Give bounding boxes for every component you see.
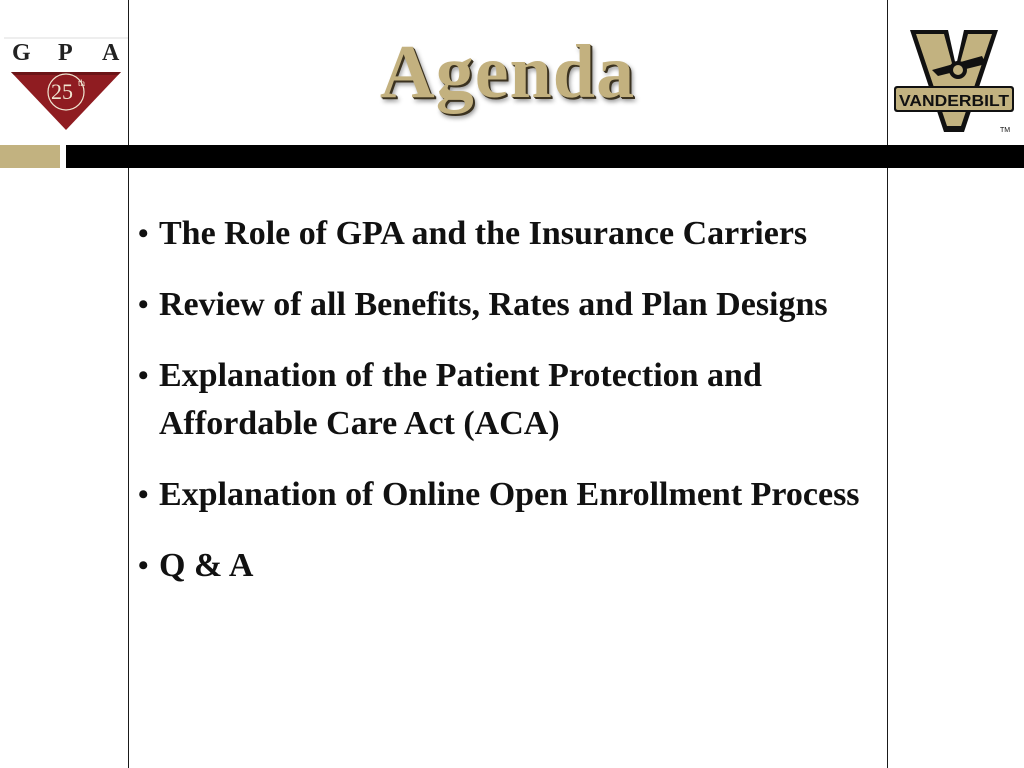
agenda-item xyxy=(138,471,880,519)
agenda-item xyxy=(138,281,880,329)
bullet-icon: • xyxy=(138,549,149,582)
right-divider-line xyxy=(887,0,888,768)
vanderbilt-trademark: TM xyxy=(1000,127,1011,134)
gpa-anniversary-number: 25 xyxy=(51,79,73,104)
gpa-anniversary-suffix: th xyxy=(78,78,86,88)
gpa-letter-a: A xyxy=(102,40,120,66)
agenda-item-text: Review of all Benefits, Rates and Plan Designs xyxy=(159,286,828,323)
agenda-list xyxy=(138,210,880,613)
gpa-logo-graphic xyxy=(4,16,128,140)
vanderbilt-logo xyxy=(892,26,1016,138)
agenda-item-text: The Role of GPA and the Insurance Carriers xyxy=(159,215,808,252)
vanderbilt-logo-graphic xyxy=(892,26,1016,138)
agenda-item-text: Explanation of Online Open Enrollment Process xyxy=(159,476,860,513)
agenda-item xyxy=(138,542,880,590)
agenda-item-text: Q & A xyxy=(159,547,254,584)
agenda-item xyxy=(138,352,880,448)
vanderbilt-wordmark: VANDERBILT xyxy=(899,93,1010,110)
left-divider-line xyxy=(128,0,129,768)
gold-header-band xyxy=(0,145,60,168)
bullet-icon: • xyxy=(138,288,149,321)
gpa-letter-g: G xyxy=(12,40,31,66)
black-header-band xyxy=(66,145,1024,168)
bullet-icon: • xyxy=(138,359,149,392)
slide-title: Agenda xyxy=(379,30,636,114)
agenda-item xyxy=(138,210,880,258)
bullet-icon: • xyxy=(138,217,149,250)
gpa-letter-p: P xyxy=(58,40,73,66)
agenda-item-text: Explanation of the Patient Protection and Affordable Care Act (ACA) xyxy=(159,357,762,442)
gpa-25th-logo xyxy=(4,16,128,140)
bullet-icon: • xyxy=(138,478,149,511)
